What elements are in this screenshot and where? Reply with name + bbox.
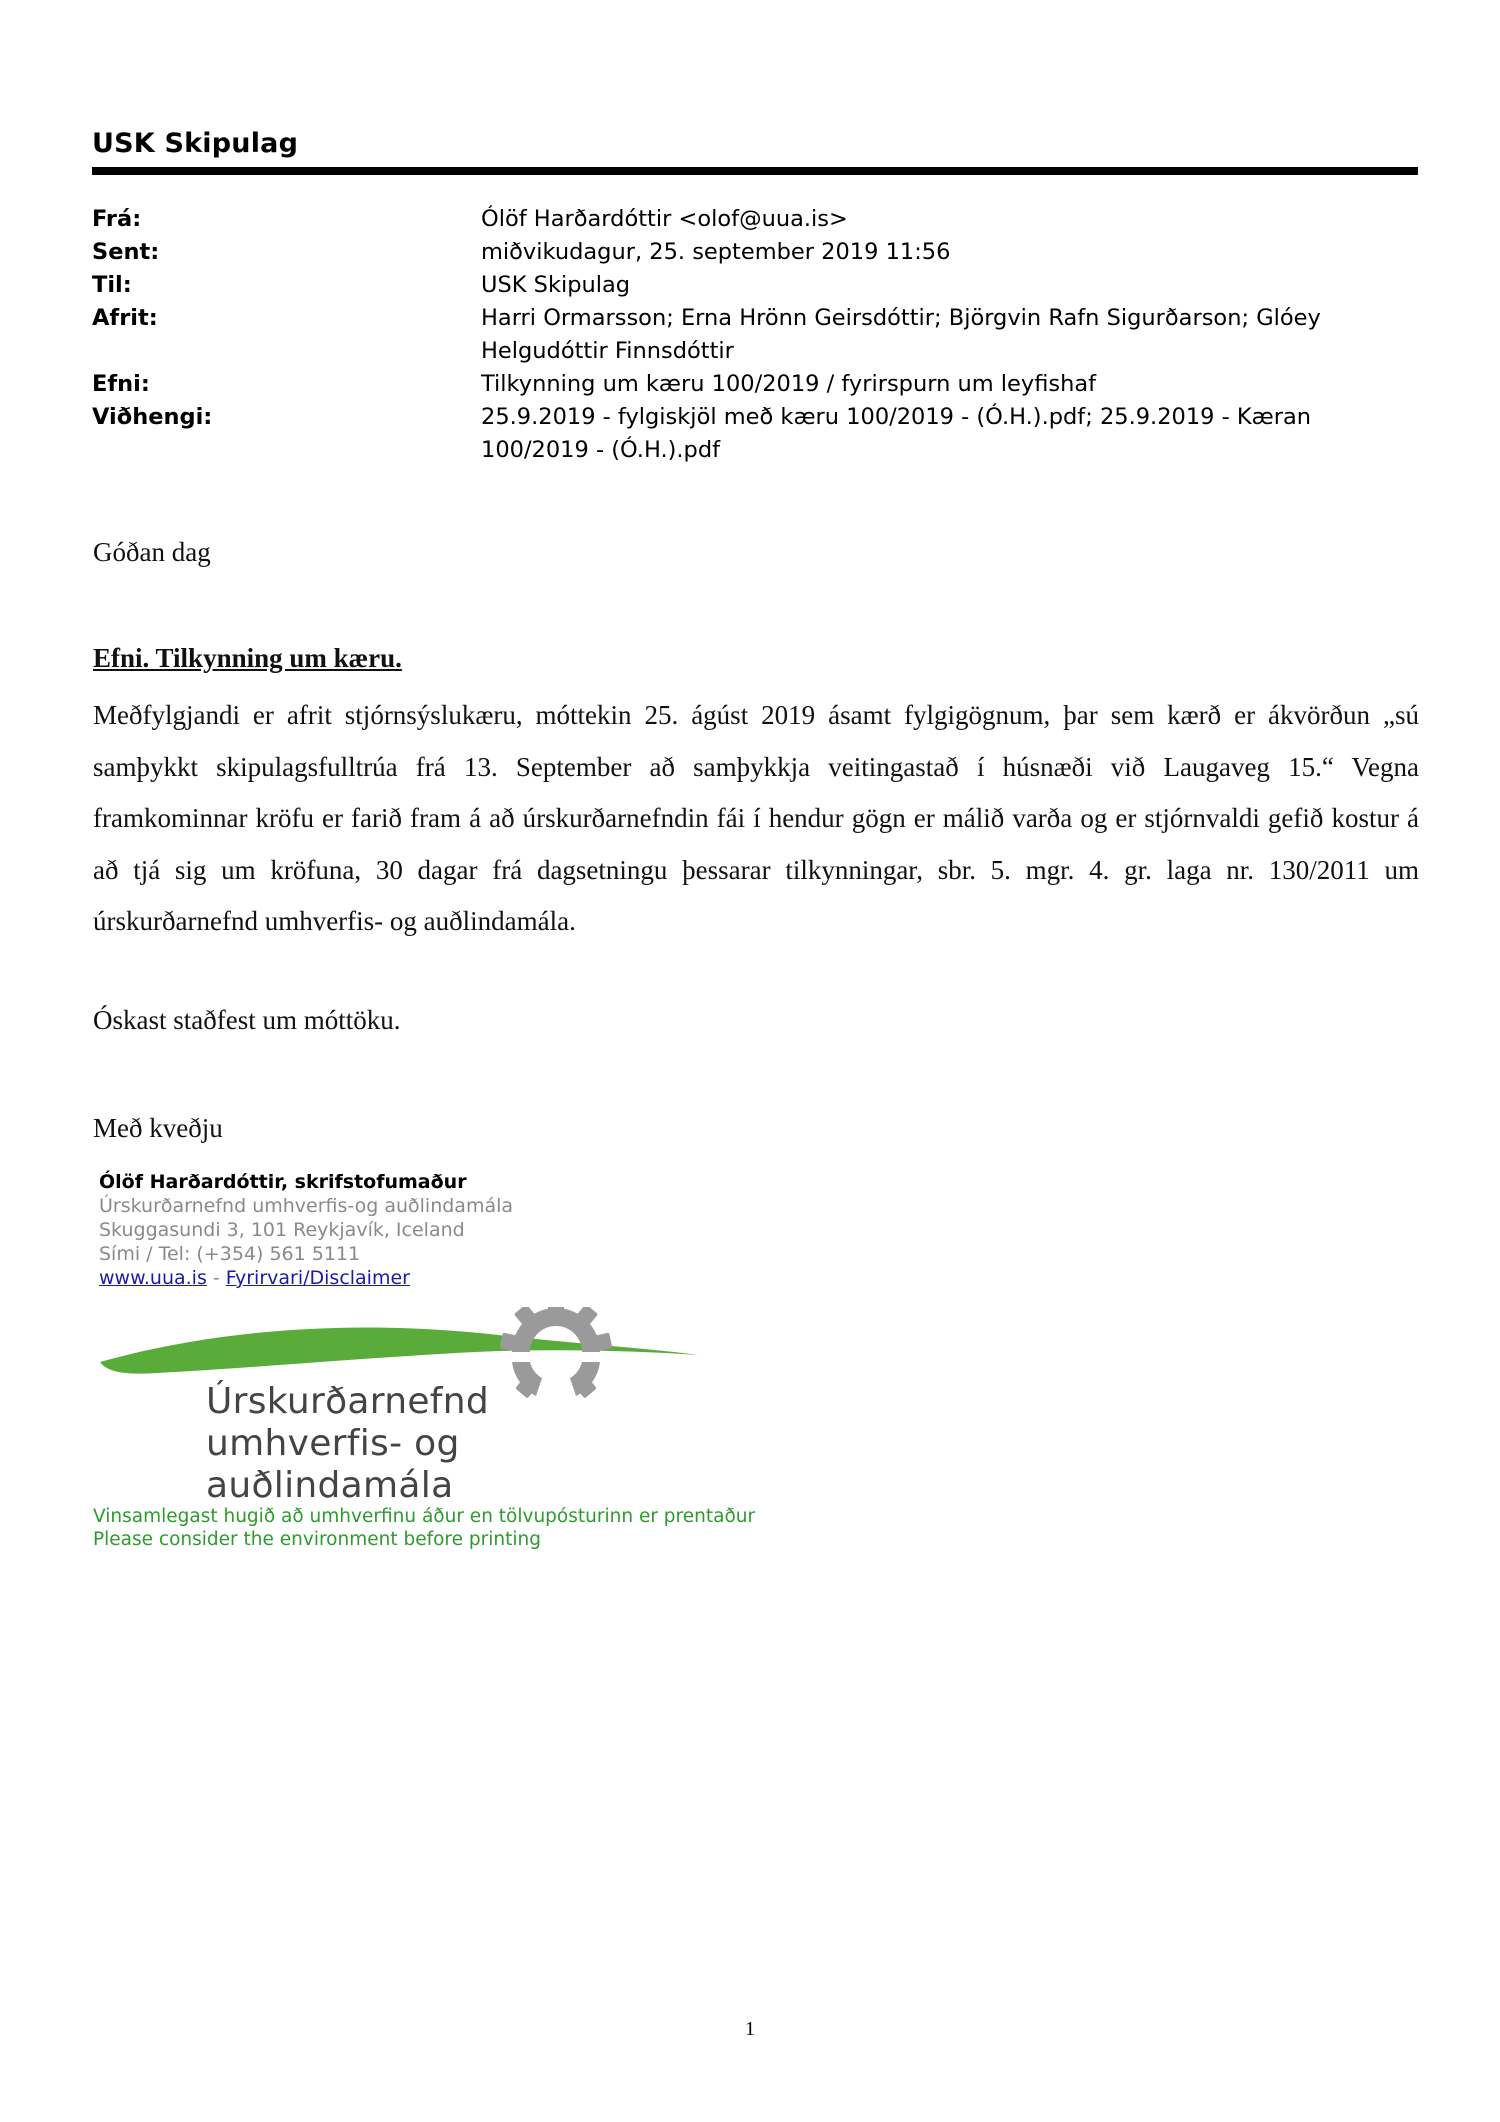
- eco-notice: [93, 1505, 755, 1551]
- header-row-attachments: [92, 401, 1422, 467]
- attachments-value[interactable]: 25.9.2019 - fylgiskjöl með kæru 100/2019 - (Ó.H.).pdf; 25.9.2019 - Kæran 100/2019 - (Ó.H.).pdf: [481, 404, 1312, 463]
- header-row-to: [92, 269, 1422, 302]
- signature-block: [99, 1170, 513, 1290]
- subject-label: Efni:: [92, 371, 150, 397]
- header-row-cc: [92, 302, 1422, 368]
- logo-text-line2: umhverfis- og auðlindamála: [206, 1423, 460, 1506]
- organization-logo: [98, 1307, 703, 1506]
- body-subject: Efni. Tilkynning um kæru.: [93, 643, 402, 673]
- eco-notice-is: Vinsamlegast hugið að umhverfinu áður en tölvupósturinn er prentaður: [93, 1506, 756, 1527]
- signature-organization: Úrskurðarnefnd umhverfis-og auðlindamála: [99, 1195, 514, 1217]
- body-paragraph: Meðfylgjandi er afrit stjórnsýslukæru, móttekin 25. ágúst 2019 ásamt fylgigögnum, þar sem kærð er ákvörðun „sú samþykkt skipulagsfulltrúa frá 13. September að samþykkja veitingastað í húsnæði við Laugaveg 15.“ Vegna framkominnar kröfu er farið fram á að úrskurðarnefndin fái í hendur gögn er málið varða og er stjórnvaldi gefið kostur á að tjá sig um kröfuna, 30 dagar frá dagsetningu þessarar tilkynningar, sbr. 5. mgr. 4. gr. laga nr. 130/2011 um úrskurðarnefnd umhverfis- og auðlindamála.: [93, 700, 1419, 936]
- logo-text: [206, 1381, 703, 1507]
- disclaimer-link[interactable]: Fyrirvari/Disclaimer: [225, 1267, 410, 1289]
- to-value: USK Skipulag: [481, 272, 631, 298]
- sent-value: miðvikudagur, 25. september 2019 11:56: [481, 239, 951, 265]
- closing: Með kveðju: [93, 1113, 223, 1143]
- header-row-subject: [92, 368, 1422, 401]
- greeting: Góðan dag: [93, 537, 211, 567]
- signature-name: Ólöf Harðardóttir, skrifstofumaður: [99, 1171, 467, 1193]
- logo-text-line1: Úrskurðarnefnd: [206, 1381, 490, 1422]
- subject-value: Tilkynning um kæru 100/2019 / fyrirspurn um leyfishaf: [481, 371, 1097, 397]
- eco-notice-en: Please consider the environment before printing: [93, 1529, 541, 1550]
- sent-label: Sent:: [92, 239, 160, 265]
- attachments-label: Viðhengi:: [92, 404, 213, 430]
- from-value: Ólöf Harðardóttir <olof@uua.is>: [481, 206, 848, 232]
- page-number: 1: [745, 2018, 755, 2040]
- header-row-sent: [92, 236, 1422, 269]
- signature-links: [99, 1266, 513, 1290]
- signature-phone: Sími / Tel: (+354) 561 5111: [99, 1243, 361, 1265]
- cc-label: Afrit:: [92, 305, 158, 331]
- to-label: Til:: [92, 272, 132, 298]
- link-separator: -: [206, 1267, 226, 1289]
- cc-value: Harri Ormarsson; Erna Hrönn Geirsdóttir; Björgvin Rafn Sigurðarson; Glóey Helgudóttir Finnsdóttir: [481, 305, 1321, 364]
- email-header: [92, 203, 1422, 467]
- from-label: Frá:: [92, 206, 142, 232]
- mailbox-title: USK Skipulag: [92, 128, 299, 159]
- signature-address: Skuggasundi 3, 101 Reykjavík, Iceland: [99, 1219, 465, 1241]
- header-row-from: [92, 203, 1422, 236]
- title-divider: [92, 167, 1418, 175]
- confirmation-request: Óskast staðfest um móttöku.: [93, 1005, 401, 1035]
- website-link[interactable]: www.uua.is: [99, 1267, 207, 1289]
